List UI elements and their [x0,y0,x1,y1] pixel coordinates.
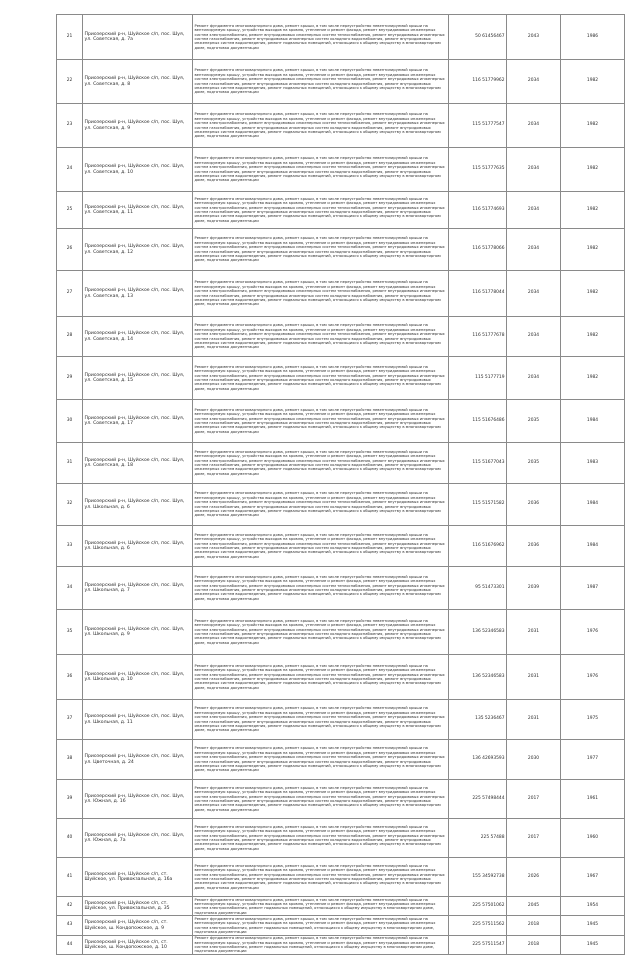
row-address: Приозерский р-н, Шуйское с/п, ст. Шуйское, ул. Привокзальная, д. 16а [83,858,193,897]
table-row [57,317,625,357]
row-address: Приозерский р-н, Шуйское с/п, пос. Шуя, ул. Советская, д. 12 [83,229,193,271]
row-address: Приозерский р-н, Шуйское с/п, пос. Шуя, ул. Советская, д. 9 [83,104,193,148]
row-cost: 116 51777678 [449,317,507,357]
row-cost: 225 57511562 [449,916,507,935]
table-row [57,192,625,229]
row-planned-year: 2030 [507,740,561,780]
row-address: Приозерский р-н, Шуйское с/п, пос. Шуя, ул. Школьная, д. 10 [83,655,193,700]
row-planned-year: 2035 [507,443,561,484]
row-cost: 115 51777635 [449,148,507,192]
row-number: 27 [57,271,83,317]
row-planned-year: 2018 [507,916,561,935]
row-built-year: 1945 [561,916,625,935]
row-works-description: Ремонт фундамента многоквартирного дома, ремонт крыши, в том числе переустройство невентилируемой крыши на вентилируемую крышу, устройство выходов на кровлю, утепление и ремонт фасада, ремонт внутридомовых инженерных систем электроснабжения, ремонт внутридомовых инженерных систем теплоснабжения, ремонт внутридомовых инженерных систем газоснабжения, ремонт внутридомовых инженерных систем холодного водоснабжения, ремонт внутридомовых инженерных систем водоотведения, ремонт подвальных помещений, относящихся к общему имуществу в многоквартирном доме, подготовка документации [193,858,449,897]
table-row [57,780,625,819]
row-built-year: 1960 [561,819,625,858]
row-address: Приозерский р-н, Шуйское с/п, пос. Шуя, ул. Школьная, д. 9 [83,610,193,655]
row-works-description: Ремонт фундамента многоквартирного дома, ремонт крыши, в том числе переустройство невентилируемой крыши на вентилируемую крышу, устройство выходов на кровлю, утепление и ремонт фасада, ремонт внутридомовых инженерных систем электроснабжения, ремонт внутридомовых инженерных систем теплоснабжения, ремонт внутридомовых инженерных систем газоснабжения, ремонт внутридомовых инженерных систем холодного водоснабжения, ремонт внутридомовых инженерных систем водоотведения, ремонт подвальных помещений, относящихся к общему имуществу в многоквартирном доме, подготовка документации [193,148,449,192]
table-row [57,916,625,935]
row-works-description: Ремонт фундамента многоквартирного дома, ремонт крыши, в том числе переустройство невентилируемой крыши на вентилируемую крышу, устройство выходов на кровлю, утепление и ремонт фасада, ремонт внутридомовых инженерных систем электроснабжения, ремонт внутридомовых инженерных систем теплоснабжения, ремонт внутридомовых инженерных систем газоснабжения, ремонт внутридомовых инженерных систем холодного водоснабжения, ремонт внутридомовых инженерных систем водоотведения, ремонт подвальных помещений, относящихся к общему имуществу в многоквартирном доме, подготовка документации [193,192,449,229]
row-works-description: Ремонт фундамента многоквартирного дома, ремонт крыши, в том числе переустройство невентилируемой крыши на вентилируемую крышу, устройство выходов на кровлю, утепление и ремонт фасада, ремонт внутридомовых инженерных систем электроснабжения, ремонт внутридомовых инженерных систем теплоснабжения, ремонт внутридомовых инженерных систем газоснабжения, ремонт внутридомовых инженерных систем холодного водоснабжения, ремонт внутридомовых инженерных систем водоотведения, ремонт подвальных помещений, относящихся к общему имуществу в многоквартирном доме, подготовка документации [193,271,449,317]
row-cost: 116 51676962 [449,526,507,567]
row-cost: 50 61456467 [449,15,507,60]
row-planned-year: 2017 [507,819,561,858]
row-planned-year: 2035 [507,400,561,443]
row-planned-year: 2031 [507,700,561,740]
row-works-description: Ремонт фундамента многоквартирного дома, ремонт крыши, в том числе переустройство невентилируемой крыши на вентилируемую крышу, устройство выходов на кровлю, утепление и ремонт фасада, ремонт внутридомовых инженерных систем электроснабжения, ремонт внутридомовых инженерных систем теплоснабжения, ремонт внутридомовых инженерных систем газоснабжения, ремонт внутридомовых инженерных систем холодного водоснабжения, ремонт внутридомовых инженерных систем водоотведения, ремонт подвальных помещений, относящихся к общему имуществу в многоквартирном доме, подготовка документации [193,229,449,271]
row-planned-year: 2034 [507,60,561,104]
table-row [57,443,625,484]
row-address: Приозерский р-н, Шуйское с/п, пос. Шуя, ул. Южная, д. 7а [83,819,193,858]
row-works-description: Ремонт фундамента многоквартирного дома, ремонт крыши, в том числе переустройство невентилируемой крыши на вентилируемую крышу, устройство выходов на кровлю, утепление и ремонт фасада, ремонт внутридомовых инженерных систем электроснабжения, ремонт внутридомовых инженерных систем теплоснабжения, ремонт внутридомовых инженерных систем газоснабжения, ремонт внутридомовых инженерных систем холодного водоснабжения, ремонт внутридомовых инженерных систем водоотведения, ремонт подвальных помещений, относящихся к общему имуществу в многоквартирном доме, подготовка документации [193,819,449,858]
row-works-description: Ремонт фундамента многоквартирного дома, ремонт крыши, в том числе переустройство невентилируемой крыши на вентилируемую крышу, устройство выходов на кровлю, утепление и ремонт фасада, ремонт внутридомовых инженерных систем электроснабжения, ремонт внутридомовых инженерных систем теплоснабжения, ремонт внутридомовых инженерных систем газоснабжения, ремонт внутридомовых инженерных систем холодного водоснабжения, ремонт внутридомовых инженерных систем водоотведения, ремонт подвальных помещений, относящихся к общему имуществу в многоквартирном доме, подготовка документации [193,780,449,819]
table-row [57,357,625,400]
row-planned-year: 2031 [507,610,561,655]
row-number: 38 [57,740,83,780]
row-works-description: Ремонт фундамента многоквартирного дома, ремонт крыши, в том числе переустройство невентилируемой крыши на вентилируемую крышу, устройство выходов на кровлю, утепление и ремонт фасада, ремонт внутридомовых инженерных систем электроснабжения, ремонт внутридомовых инженерных систем теплоснабжения, ремонт внутридомовых инженерных систем газоснабжения, ремонт внутридомовых инженерных систем холодного водоснабжения, ремонт внутридомовых инженерных систем водоотведения, ремонт подвальных помещений, относящихся к общему имуществу в многоквартирном доме, подготовка документации [193,104,449,148]
row-address: Приозерский р-н, Шуйское с/п, пос. Шуя, ул. Южная, д. 16 [83,780,193,819]
row-built-year: 1987 [561,567,625,610]
row-built-year: 1982 [561,317,625,357]
row-cost: 115 51777547 [449,104,507,148]
row-address: Приозерский р-н, Шуйское с/п, пос. Шуя, ул. Школьная, д. 7 [83,567,193,610]
table-row [57,484,625,526]
row-address: Приозерский р-н, Шуйское с/п, ст. Шуйское, ш. Кондопожское, д. 10 [83,935,193,954]
row-planned-year: 2026 [507,858,561,897]
row-cost: 136 52346583 [449,655,507,700]
row-built-year: 1967 [561,858,625,897]
row-built-year: 1982 [561,271,625,317]
row-number: 35 [57,610,83,655]
register-table-body [57,15,625,955]
row-planned-year: 2034 [507,148,561,192]
row-works-description: Ремонт фундамента многоквартирного дома, ремонт крыши, в том числе переустройство невентилируемой крыши на вентилируемую крышу, устройство выходов на кровлю, утепление и ремонт фасада, ремонт внутридомовых инженерных систем электроснабжения, ремонт внутридомовых инженерных систем теплоснабжения, ремонт внутридомовых инженерных систем газоснабжения, ремонт внутридомовых инженерных систем холодного водоснабжения, ремонт внутридомовых инженерных систем водоотведения, ремонт подвальных помещений, относящихся к общему имуществу в многоквартирном доме, подготовка документации [193,700,449,740]
row-number: 24 [57,148,83,192]
row-built-year: 1983 [561,443,625,484]
row-cost: 116 51778044 [449,271,507,317]
row-built-year: 1982 [561,357,625,400]
row-cost: 135 5236467 [449,700,507,740]
row-planned-year: 2034 [507,104,561,148]
row-built-year: 1975 [561,700,625,740]
row-planned-year: 2043 [507,15,561,60]
row-address: Приозерский р-н, Шуйское с/п, пос. Шуя, ул. Советская, д. 10 [83,148,193,192]
row-number: 44 [57,935,83,954]
row-built-year: 1984 [561,400,625,443]
row-planned-year: 2036 [507,526,561,567]
row-number: 39 [57,780,83,819]
row-cost: 136 42693593 [449,740,507,780]
row-address: Приозерский р-н, Шуйское с/п, пос. Шуя, ул. Школьная, д. 6 [83,526,193,567]
row-address: Приозерский р-н, Шуйское с/п, пос. Шуя, ул. Советская, д. 11 [83,192,193,229]
capital-repair-register-table [56,14,625,955]
row-works-description: Ремонт фундамента многоквартирного дома, ремонт крыши, в том числе переустройство невентилируемой крыши на вентилируемую крышу, устройство выходов на кровлю, утепление и ремонт фасада, ремонт внутридомовых инженерных систем электроснабжения, ремонт внутридомовых инженерных систем теплоснабжения, ремонт внутридомовых инженерных систем газоснабжения, ремонт внутридомовых инженерных систем холодного водоснабжения, ремонт внутридомовых инженерных систем водоотведения, ремонт подвальных помещений, относящихся к общему имуществу в многоквартирном доме, подготовка документации [193,15,449,60]
row-built-year: 1954 [561,897,625,916]
row-planned-year: 2039 [507,567,561,610]
table-row [57,610,625,655]
row-address: Приозерский р-н, Шуйское с/п, пос. Шуя, ул. Советская, д. 14 [83,317,193,357]
row-number: 42 [57,897,83,916]
row-number: 33 [57,526,83,567]
row-built-year: 1982 [561,104,625,148]
row-number: 28 [57,317,83,357]
row-built-year: 1976 [561,655,625,700]
table-row [57,15,625,60]
row-number: 37 [57,700,83,740]
row-number: 43 [57,916,83,935]
row-cost: 225 57498444 [449,780,507,819]
table-row [57,229,625,271]
row-built-year: 1984 [561,526,625,567]
table-row [57,271,625,317]
row-works-description: Ремонт фундамента многоквартирного дома, ремонт крыши, в том числе переустройство невентилируемой крыши на вентилируемую крышу, устройство выходов на кровлю, утепление и ремонт фасада, ремонт внутридомовых инженерных систем электроснабжения, ремонт подвальных помещений, относящихся к общему имуществу в многоквартирном доме, подготовка документации [193,916,449,935]
row-works-description: Ремонт фундамента многоквартирного дома, ремонт крыши, в том числе переустройство невентилируемой крыши на вентилируемую крышу, устройство выходов на кровлю, утепление и ремонт фасада, ремонт внутридомовых инженерных систем электроснабжения, ремонт внутридомовых инженерных систем теплоснабжения, ремонт внутридомовых инженерных систем газоснабжения, ремонт внутридомовых инженерных систем холодного водоснабжения, ремонт внутридомовых инженерных систем водоотведения, ремонт подвальных помещений, относящихся к общему имуществу в многоквартирном доме, подготовка документации [193,740,449,780]
row-planned-year: 2031 [507,655,561,700]
row-planned-year: 2017 [507,780,561,819]
row-works-description: Ремонт фундамента многоквартирного дома, ремонт крыши, в том числе переустройство невентилируемой крыши на вентилируемую крышу, устройство выходов на кровлю, утепление и ремонт фасада, ремонт внутридомовых инженерных систем электроснабжения, ремонт подвальных помещений, относящихся к общему имуществу в многоквартирном доме, подготовка документации [193,935,449,954]
row-works-description: Ремонт фундамента многоквартирного дома, ремонт крыши, в том числе переустройство невентилируемой крыши на вентилируемую крышу, устройство выходов на кровлю, утепление и ремонт фасада, ремонт внутридомовых инженерных систем электроснабжения, ремонт внутридомовых инженерных систем теплоснабжения, ремонт внутридомовых инженерных систем газоснабжения, ремонт внутридомовых инженерных систем холодного водоснабжения, ремонт внутридомовых инженерных систем водоотведения, ремонт подвальных помещений, относящихся к общему имуществу в многоквартирном доме, подготовка документации [193,400,449,443]
row-cost: 115 51571582 [449,484,507,526]
row-cost: 116 51778066 [449,229,507,271]
row-works-description: Ремонт фундамента многоквартирного дома, ремонт крыши, в том числе переустройство невентилируемой крыши на вентилируемую крышу, устройство выходов на кровлю, утепление и ремонт фасада, ремонт внутридомовых инженерных систем электроснабжения, ремонт внутридомовых инженерных систем теплоснабжения, ремонт внутридомовых инженерных систем газоснабжения, ремонт внутридомовых инженерных систем холодного водоснабжения, ремонт внутридомовых инженерных систем водоотведения, ремонт подвальных помещений, относящихся к общему имуществу в многоквартирном доме, подготовка документации [193,484,449,526]
table-row [57,897,625,916]
row-address: Приозерский р-н, Шуйское с/п, пос. Шуя, ул. Школьная, д. 6 [83,484,193,526]
row-address: Приозерский р-н, Шуйское с/п, пос. Шуя, ул. Советская, д. 18 [83,443,193,484]
row-works-description: Ремонт фундамента многоквартирного дома, ремонт крыши, в том числе переустройство невентилируемой крыши на вентилируемую крышу, устройство выходов на кровлю, утепление и ремонт фасада, ремонт внутридомовых инженерных систем электроснабжения, ремонт внутридомовых инженерных систем теплоснабжения, ремонт внутридомовых инженерных систем газоснабжения, ремонт внутридомовых инженерных систем холодного водоснабжения, ремонт внутридомовых инженерных систем водоотведения, ремонт подвальных помещений, относящихся к общему имуществу в многоквартирном доме, подготовка документации [193,357,449,400]
row-address: Приозерский р-н, Шуйское с/п, ст. Шуйское, ул. Привокзальная, д. 35 [83,897,193,916]
row-address: Приозерский р-н, Шуйское с/п, пос. Шуя, ул. Цветочная, д. 24 [83,740,193,780]
table-row [57,740,625,780]
table-row [57,526,625,567]
row-planned-year: 2036 [507,484,561,526]
row-cost: 136 52346583 [449,610,507,655]
row-address: Приозерский р-н, Шуйское с/п, пос. Шуя, ул. Советская, д. 13 [83,271,193,317]
row-cost: 115 5177719 [449,357,507,400]
row-number: 32 [57,484,83,526]
row-number: 29 [57,357,83,400]
row-cost: 116 51779962 [449,60,507,104]
row-built-year: 1986 [561,15,625,60]
row-cost: 225 57488 [449,819,507,858]
row-address: Приозерский р-н, Шуйское с/п, пос. Шуя, ул. Школьная, д. 11 [83,700,193,740]
row-built-year: 1984 [561,484,625,526]
row-built-year: 1945 [561,935,625,954]
row-number: 22 [57,60,83,104]
table-row [57,400,625,443]
row-planned-year: 2034 [507,229,561,271]
row-works-description: Ремонт фундамента многоквартирного дома, ремонт крыши, в том числе переустройство невентилируемой крыши на вентилируемую крышу, устройство выходов на кровлю, утепление и ремонт фасада, ремонт внутридомовых инженерных систем электроснабжения, ремонт внутридомовых инженерных систем теплоснабжения, ремонт внутридомовых инженерных систем газоснабжения, ремонт внутридомовых инженерных систем холодного водоснабжения, ремонт внутридомовых инженерных систем водоотведения, ремонт подвальных помещений, относящихся к общему имуществу в многоквартирном доме, подготовка документации [193,610,449,655]
row-planned-year: 2018 [507,935,561,954]
row-number: 21 [57,15,83,60]
row-address: Приозерский р-н, Шуйское с/п, пос. Шуя, ул. Советская, д. 15 [83,357,193,400]
row-built-year: 1982 [561,192,625,229]
row-works-description: Ремонт фундамента многоквартирного дома, ремонт крыши, в том числе переустройство невентилируемой крыши на вентилируемую крышу, устройство выходов на кровлю, утепление и ремонт фасада, ремонт внутридомовых инженерных систем электроснабжения, ремонт внутридомовых инженерных систем теплоснабжения, ремонт внутридомовых инженерных систем газоснабжения, ремонт внутридомовых инженерных систем холодного водоснабжения, ремонт внутридомовых инженерных систем водоотведения, ремонт подвальных помещений, относящихся к общему имуществу в многоквартирном доме, подготовка документации [193,443,449,484]
row-number: 25 [57,192,83,229]
row-built-year: 1961 [561,780,625,819]
row-built-year: 1982 [561,60,625,104]
table-row [57,858,625,897]
row-works-description: Ремонт фундамента многоквартирного дома, ремонт крыши, в том числе переустройство невентилируемой крыши на вентилируемую крышу, устройство выходов на кровлю, утепление и ремонт фасада, ремонт внутридомовых инженерных систем электроснабжения, ремонт внутридомовых инженерных систем теплоснабжения, ремонт внутридомовых инженерных систем газоснабжения, ремонт внутридомовых инженерных систем холодного водоснабжения, ремонт внутридомовых инженерных систем водоотведения, ремонт подвальных помещений, относящихся к общему имуществу в многоквартирном доме, подготовка документации [193,526,449,567]
row-number: 26 [57,229,83,271]
row-built-year: 1982 [561,148,625,192]
table-row [57,819,625,858]
row-number: 23 [57,104,83,148]
row-number: 40 [57,819,83,858]
row-cost: 116 51774693 [449,192,507,229]
row-planned-year: 2034 [507,317,561,357]
table-row [57,567,625,610]
row-cost: 95 51473301 [449,567,507,610]
row-number: 31 [57,443,83,484]
row-address: Приозерский р-н, Шуйское с/п, ст. Шуйское, ш. Кондопожское, д. 9 [83,916,193,935]
row-planned-year: 2034 [507,271,561,317]
row-address: Приозерский р-н, Шуйское с/п, пос. Шуя, ул. Советская, д. 8 [83,60,193,104]
row-cost: 115 51677043 [449,443,507,484]
row-number: 41 [57,858,83,897]
row-works-description: Ремонт фундамента многоквартирного дома, ремонт крыши, в том числе переустройство невентилируемой крыши на вентилируемую крышу, устройство выходов на кровлю, утепление и ремонт фасада, ремонт внутридомовых инженерных систем электроснабжения, ремонт внутридомовых инженерных систем теплоснабжения, ремонт внутридомовых инженерных систем газоснабжения, ремонт внутридомовых инженерных систем холодного водоснабжения, ремонт внутридомовых инженерных систем водоотведения, ремонт подвальных помещений, относящихся к общему имуществу в многоквартирном доме, подготовка документации [193,567,449,610]
row-planned-year: 2045 [507,897,561,916]
table-row [57,60,625,104]
row-number: 36 [57,655,83,700]
row-number: 30 [57,400,83,443]
table-row [57,104,625,148]
row-number: 34 [57,567,83,610]
row-works-description: Ремонт фундамента многоквартирного дома, ремонт крыши, в том числе переустройство невентилируемой крыши на вентилируемую крышу, устройство выходов на кровлю, утепление и ремонт фасада, ремонт внутридомовых инженерных систем электроснабжения, ремонт внутридомовых инженерных систем теплоснабжения, ремонт внутридомовых инженерных систем газоснабжения, ремонт внутридомовых инженерных систем холодного водоснабжения, ремонт внутридомовых инженерных систем водоотведения, ремонт подвальных помещений, относящихся к общему имуществу в многоквартирном доме, подготовка документации [193,317,449,357]
row-works-description: Ремонт фундамента многоквартирного дома, ремонт крыши, в том числе переустройство невентилируемой крыши на вентилируемую крышу, устройство выходов на кровлю, утепление и ремонт фасада, ремонт внутридомовых инженерных систем электроснабжения, ремонт внутридомовых инженерных систем теплоснабжения, ремонт внутридомовых инженерных систем газоснабжения, ремонт внутридомовых инженерных систем холодного водоснабжения, ремонт внутридомовых инженерных систем водоотведения, ремонт подвальных помещений, относящихся к общему имуществу в многоквартирном доме, подготовка документации [193,655,449,700]
row-planned-year: 2034 [507,192,561,229]
row-built-year: 1977 [561,740,625,780]
row-cost: 115 51676486 [449,400,507,443]
table-row [57,148,625,192]
row-works-description: Ремонт фундамента многоквартирного дома, ремонт крыши, в том числе переустройство невентилируемой крыши на вентилируемую крышу, устройство выходов на кровлю, утепление и ремонт фасада, ремонт внутридомовых инженерных систем электроснабжения, ремонт внутридомовых инженерных систем теплоснабжения, ремонт внутридомовых инженерных систем газоснабжения, ремонт внутридомовых инженерных систем холодного водоснабжения, ремонт внутридомовых инженерных систем водоотведения, ремонт подвальных помещений, относящихся к общему имуществу в многоквартирном доме, подготовка документации [193,60,449,104]
row-cost: 155 34592738 [449,858,507,897]
row-works-description: Ремонт фундамента многоквартирного дома, ремонт крыши, в том числе переустройство невентилируемой крыши на вентилируемую крышу, устройство выходов на кровлю, утепление и ремонт фасада, ремонт внутридомовых инженерных систем электроснабжения, ремонт подвальных помещений, относящихся к общему имуществу в многоквартирном доме, подготовка документации [193,897,449,916]
row-built-year: 1976 [561,610,625,655]
row-address: Приозерский р-н, Шуйское с/п, пос. Шуя, ул. Советская, д. 17 [83,400,193,443]
row-built-year: 1982 [561,229,625,271]
row-address: Приозерский р-н, Шуйское с/п, пос. Шуя, ул. Советская, д. 7а [83,15,193,60]
table-row [57,935,625,954]
table-row [57,655,625,700]
table-row [57,700,625,740]
row-cost: 225 57501062 [449,897,507,916]
row-cost: 225 57511547 [449,935,507,954]
row-planned-year: 2034 [507,357,561,400]
